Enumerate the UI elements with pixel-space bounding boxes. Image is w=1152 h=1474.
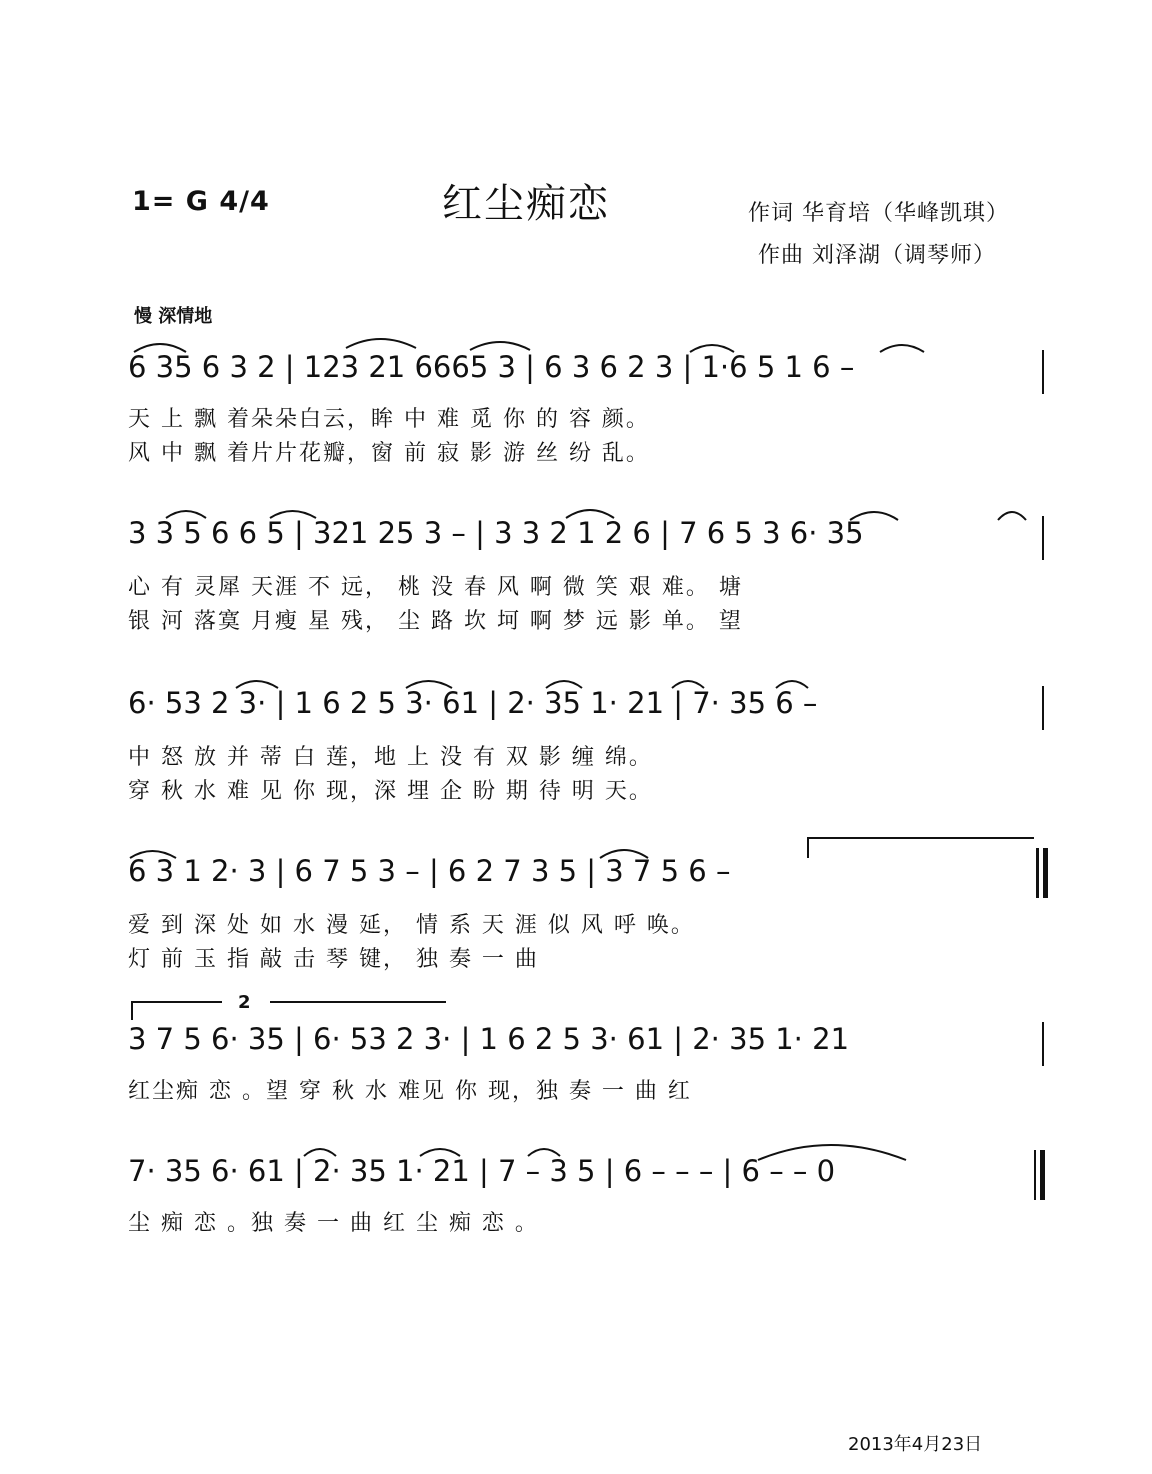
- final-barline-thin: [1034, 1150, 1036, 1200]
- key-signature: 1= G 4/4: [132, 186, 270, 217]
- end-barline-2: [1042, 516, 1044, 560]
- tempo-marking: 慢 深情地: [134, 306, 213, 327]
- end-barline-3: [1042, 686, 1044, 730]
- lyric-line-2-verse-1: 心 有 灵犀 天涯 不 远， 桃 没 春 风 啊 微 笑 艰 难。 塘: [128, 575, 743, 600]
- lyric-line-3-verse-1: 中 怒 放 并 蒂 白 莲，地 上 没 有 双 影 缠 绵。: [128, 745, 653, 770]
- end-barline-1: [1042, 350, 1044, 394]
- end-barline-5: [1042, 1022, 1044, 1066]
- lyric-line-6: 尘 痴 恋 。独 奏 一 曲 红 尘 痴 恋 。: [128, 1211, 539, 1236]
- notation-line-5: 3 7 5 6· 35 | 6· 53 2 3· | 1 6 2 5 3· 61 | 2· 35 1· 21: [128, 1022, 850, 1056]
- lyric-line-1-verse-1: 天 上 飘 着朵朵白云，眸 中 难 觅 你 的 容 颜。: [128, 407, 650, 432]
- second-ending-number: 2: [238, 992, 251, 1013]
- composer-credit: 作曲 刘泽湖（调琴师）: [758, 243, 996, 268]
- lyricist-credit: 作词 华育培（华峰凯琪）: [748, 201, 1009, 226]
- notation-line-3: 6· 53 2 3· | 1 6 2 5 3· 61 | 2· 35 1· 21 | 7· 35 6 –: [128, 686, 818, 720]
- lyric-line-5: 红尘痴 恋 。望 穿 秋 水 难见 你 现，独 奏 一 曲 红: [128, 1079, 692, 1104]
- repeat-barline-thin: [1036, 848, 1039, 898]
- notation-line-6: 7· 35 6· 61 | 2· 35 1· 21 | 7 – 3 5 | 6 – – – | 6 – – 0: [128, 1154, 836, 1188]
- notation-line-1: 6 35 6 3 2 | 123 21 6665 3 | 6 3 6 2 3 | 1·6 5 1 6 –: [128, 350, 855, 384]
- date-stamp: 2013年4月23日: [848, 1434, 983, 1455]
- lyric-line-4-verse-1: 爱 到 深 处 如 水 漫 延， 情 系 天 涯 似 风 呼 唤。: [128, 913, 695, 938]
- lyric-line-1-verse-2: 风 中 飘 着片片花瓣，窗 前 寂 影 游 丝 纷 乱。: [128, 441, 650, 466]
- lyric-line-4-verse-2: 灯 前 玉 指 敲 击 琴 键， 独 奏 一 曲: [128, 947, 539, 972]
- slur: [346, 339, 416, 348]
- lyric-line-2-verse-2: 银 河 落寞 月瘦 星 残， 尘 路 坎 坷 啊 梦 远 影 单。 望: [128, 609, 743, 634]
- final-barline-thick: [1040, 1150, 1045, 1200]
- notation-line-4: 6 3 1 2· 3 | 6 7 5 3 – | 6 2 7 3 5 | 3 7 5 6 –: [128, 854, 731, 888]
- volta-bracket-2: [132, 1002, 222, 1020]
- song-title: 红尘痴恋: [442, 181, 610, 227]
- notation-line-2: 3 3 5 6 6 5 | 321 25 3 – | 3 3 2 1 2 6 | 7 6 5 3 6· 35: [128, 516, 864, 550]
- slur: [470, 342, 530, 350]
- lyric-line-3-verse-2: 穿 秋 水 难 见 你 现，深 埋 企 盼 期 待 明 天。: [128, 779, 653, 804]
- repeat-barline-thick: [1043, 848, 1048, 898]
